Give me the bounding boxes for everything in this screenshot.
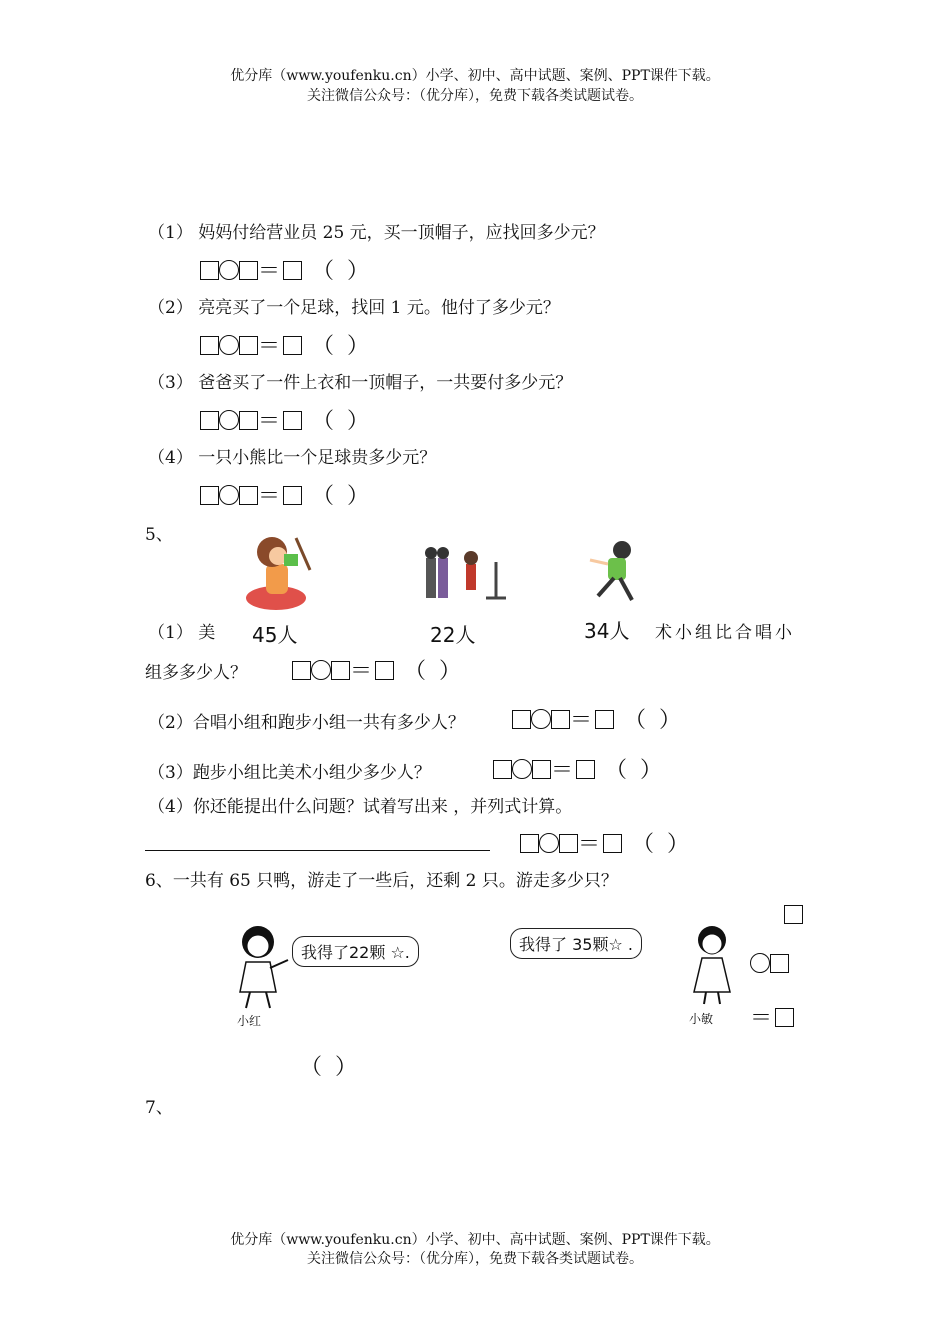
item-number: （3）	[148, 373, 193, 393]
equation-template	[200, 404, 372, 435]
easel-leg	[296, 538, 310, 570]
vertical-eq-row-1	[784, 903, 803, 928]
equation-template	[200, 254, 372, 285]
girl-leg	[246, 992, 250, 1008]
vertical-eq-row-2	[750, 952, 789, 977]
operator-circle[interactable]	[219, 485, 239, 505]
q4-item-1	[148, 218, 605, 243]
girl-face	[247, 935, 269, 957]
runner-hair	[613, 541, 631, 559]
item-text: 亮亮买了一个足球，找回 1 元。他付了多少元？	[198, 298, 560, 318]
answer-box[interactable]	[576, 760, 595, 779]
item-text: 爸爸买了一件上衣和一顶帽子，一共要付多少元？	[198, 373, 573, 393]
equals-sign: ＝	[350, 659, 376, 684]
answer-line[interactable]	[145, 850, 490, 851]
singer-1	[426, 558, 436, 598]
answer-box[interactable]	[283, 411, 302, 430]
equation-template	[200, 329, 372, 360]
equation-template	[292, 654, 464, 685]
singer-head	[437, 547, 449, 559]
answer-box[interactable]	[200, 486, 219, 505]
answer-box[interactable]	[520, 834, 539, 853]
xiaohong-speech-bubble: 我得了22颗 ☆.	[292, 936, 419, 967]
girl-leg	[704, 992, 706, 1004]
q7-number: 7、	[145, 1098, 173, 1118]
answer-box[interactable]	[551, 710, 570, 729]
answer-box[interactable]	[559, 834, 578, 853]
q5-sub1-suffix: 术小组比合唱小	[655, 623, 795, 643]
operator-circle[interactable]	[311, 660, 331, 680]
unit-parentheses[interactable]: （ ）	[312, 484, 373, 509]
answer-box[interactable]	[493, 760, 512, 779]
equals-sign: ＝	[750, 1006, 776, 1031]
unit-parentheses[interactable]: （ ）	[624, 708, 685, 733]
operator-circle[interactable]	[512, 759, 532, 779]
item-number: （4）	[148, 448, 193, 468]
q4-item-4	[148, 443, 436, 468]
q4-item-3	[148, 368, 572, 393]
answer-box[interactable]	[512, 710, 531, 729]
answer-box[interactable]	[200, 336, 219, 355]
item-number: （1）	[148, 223, 193, 243]
operator-circle[interactable]	[219, 260, 239, 280]
q5-sub3: （3）跑步小组比美术小组少多少人？	[148, 763, 431, 783]
running-group-illustration	[578, 538, 648, 608]
choir-group-illustration	[420, 544, 510, 604]
equation-template	[520, 827, 692, 858]
answer-box[interactable]	[784, 905, 803, 924]
answer-box[interactable]	[770, 954, 789, 973]
operator-circle[interactable]	[531, 709, 551, 729]
answer-box[interactable]	[200, 261, 219, 280]
unit-parentheses[interactable]: （ ）	[312, 409, 373, 434]
q6-unit-parentheses[interactable]: （ ）	[300, 1055, 360, 1080]
equals-sign: ＝	[258, 259, 284, 284]
answer-box[interactable]	[331, 661, 350, 680]
q4-item-2	[148, 293, 560, 318]
q6-text: 6、一共有 65 只鸭，游走了一些后，还剩 2 只。游走多少只？	[145, 871, 618, 891]
conductor	[466, 564, 476, 590]
answer-box[interactable]	[239, 261, 258, 280]
q5-sub2: （2）合唱小组和跑步小组一共有多少人？	[148, 713, 465, 733]
answer-box[interactable]	[532, 760, 551, 779]
xiaohong-illustration	[222, 922, 292, 1014]
singer-2	[438, 558, 448, 598]
operator-circle[interactable]	[750, 953, 770, 973]
equals-sign: ＝	[551, 758, 577, 783]
answer-box[interactable]	[375, 661, 394, 680]
answer-box[interactable]	[283, 336, 302, 355]
runner-shirt	[608, 558, 626, 580]
runner-leg	[620, 578, 632, 600]
art-group-count: 45人	[252, 623, 298, 647]
answer-box[interactable]	[292, 661, 311, 680]
equals-sign: ＝	[258, 334, 284, 359]
girl-body	[266, 564, 288, 594]
unit-parentheses[interactable]: （ ）	[312, 259, 373, 284]
equation-template	[200, 479, 372, 510]
unit-parentheses[interactable]: （ ）	[605, 758, 666, 783]
equation-template	[493, 753, 665, 784]
q5-sub1-line2: 组多多少人？	[145, 663, 247, 683]
footer-line-2: 关注微信公众号：（优分库），免费下载各类试题试卷。	[307, 1251, 643, 1267]
xiaomin-name: 小敏	[689, 1012, 714, 1026]
answer-box[interactable]	[603, 834, 622, 853]
q5-number: 5、	[145, 525, 173, 545]
girl-dress	[240, 962, 276, 992]
equation-template	[512, 703, 684, 734]
answer-box[interactable]	[200, 411, 219, 430]
header-line-1: 优分库（www.youfenku.cn）小学、初中、高中试题、案例、PPT课件下载。	[230, 68, 720, 84]
equals-sign: ＝	[258, 484, 284, 509]
xiaomin-speech-bubble: 我得了 35颗☆ .	[510, 928, 642, 959]
operator-circle[interactable]	[219, 410, 239, 430]
answer-box[interactable]	[283, 486, 302, 505]
equals-sign: ＝	[570, 708, 596, 733]
runner-arm	[590, 560, 608, 564]
equals-sign: ＝	[578, 832, 604, 857]
header-line-2: 关注微信公众号：（优分库），免费下载各类试题试卷。	[307, 88, 643, 104]
girl-face	[702, 934, 722, 954]
choir-group-count: 22人	[430, 623, 476, 647]
operator-circle[interactable]	[539, 833, 559, 853]
item-number: （2）	[148, 298, 193, 318]
answer-box[interactable]	[595, 710, 614, 729]
q5-sub1-prefix: （1） 美	[148, 623, 216, 643]
unit-parentheses[interactable]: （ ）	[404, 659, 465, 684]
girl-dress	[694, 958, 730, 992]
xiaohong-name: 小红	[237, 1014, 262, 1028]
conductor-head	[464, 551, 478, 565]
footer-line-1: 优分库（www.youfenku.cn）小学、初中、高中试题、案例、PPT课件下载。	[230, 1232, 720, 1248]
item-text: 妈妈付给营业员 25 元，买一顶帽子，应找回多少元？	[198, 223, 605, 243]
unit-parentheses[interactable]: （ ）	[312, 334, 373, 359]
answer-box[interactable]	[239, 336, 258, 355]
girl-arm	[270, 960, 288, 968]
girl-leg	[718, 992, 720, 1004]
operator-circle[interactable]	[219, 335, 239, 355]
item-text: 一只小熊比一个足球贵多少元？	[198, 448, 437, 468]
answer-box[interactable]	[239, 411, 258, 430]
running-group-count: 34人	[584, 619, 630, 643]
art-group-illustration	[238, 530, 318, 612]
equals-sign: ＝	[258, 409, 284, 434]
singer-head	[425, 547, 437, 559]
runner-leg	[598, 578, 614, 596]
girl-leg	[266, 992, 270, 1008]
answer-box[interactable]	[283, 261, 302, 280]
vertical-eq-row-3	[750, 1001, 794, 1032]
unit-parentheses[interactable]: （ ）	[632, 832, 693, 857]
xiaomin-illustration	[682, 922, 742, 1008]
answer-box[interactable]	[775, 1008, 794, 1027]
paint-palette	[284, 554, 298, 566]
q5-sub4: （4）你还能提出什么问题？试着写出来 ，并列式计算。	[148, 797, 573, 817]
answer-box[interactable]	[239, 486, 258, 505]
